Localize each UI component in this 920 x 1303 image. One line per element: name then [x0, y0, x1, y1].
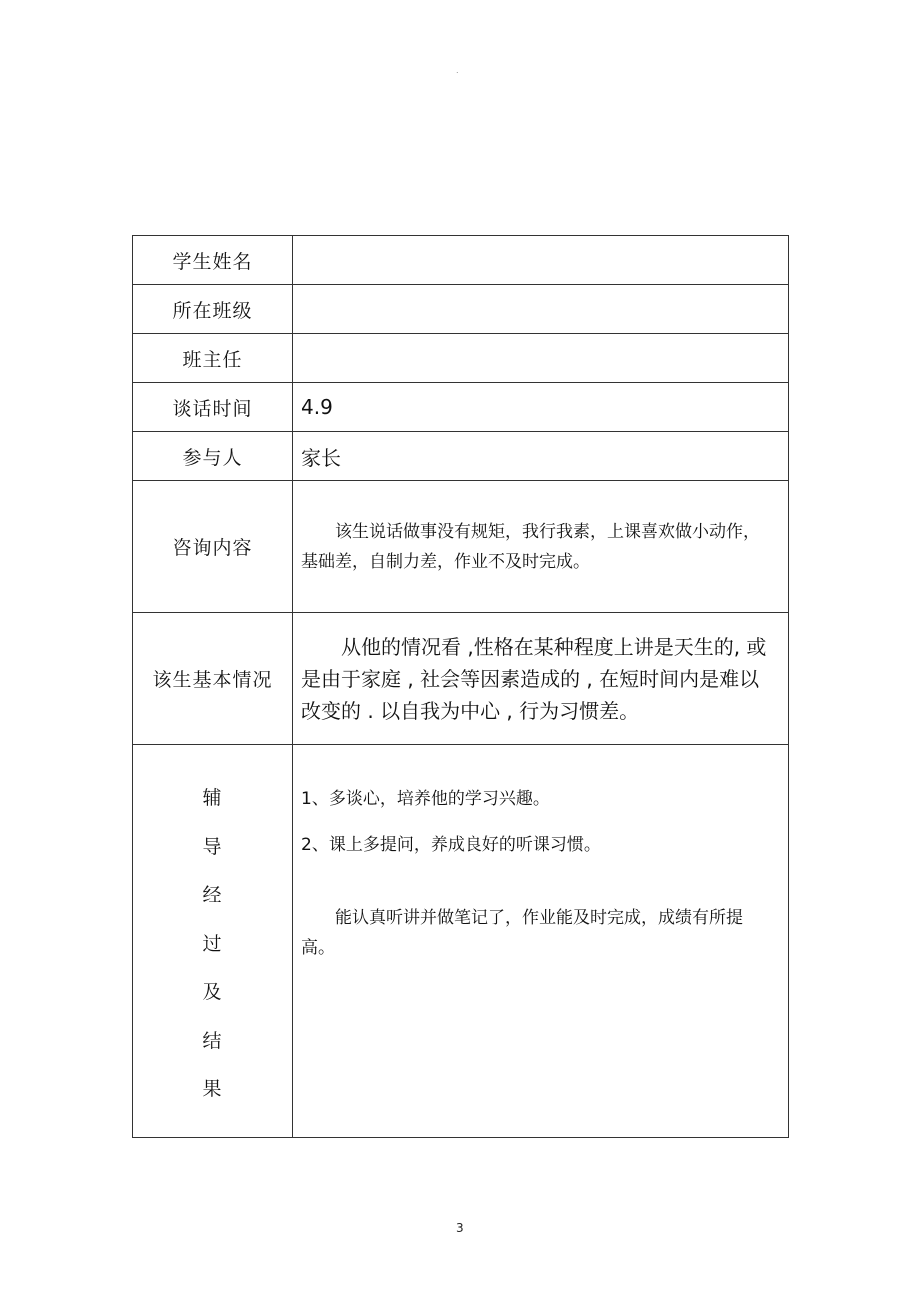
- basic-situation-cell: [293, 613, 789, 745]
- process-label-char: 经: [202, 884, 223, 906]
- participants-value: 家长: [293, 432, 789, 481]
- process-step-2: 2、课上多提问，养成良好的听课习惯。: [301, 835, 601, 855]
- page-number: 3: [456, 1221, 464, 1235]
- process-label-char: 果: [202, 1078, 223, 1100]
- head-teacher-value: [293, 334, 789, 383]
- table-row: [133, 745, 789, 1138]
- counseling-record-table: [132, 235, 789, 1138]
- process-step-1: 1、多谈心，培养他的学习兴趣。: [301, 789, 550, 809]
- process-vertical-label: [133, 745, 292, 1123]
- table-row: [133, 613, 789, 745]
- table-row: [133, 236, 789, 285]
- table-row: [133, 432, 789, 481]
- consult-content-label: 咨询内容: [133, 481, 293, 613]
- basic-situation-label: 该生基本情况: [133, 613, 293, 745]
- table-row: [133, 481, 789, 613]
- student-name-value: [293, 236, 789, 285]
- header-mark: .: [456, 66, 459, 75]
- head-teacher-label: 班主任: [133, 334, 293, 383]
- process-content: [301, 745, 788, 963]
- table-row: [133, 285, 789, 334]
- class-value: [293, 285, 789, 334]
- process-label-char: 结: [202, 1029, 223, 1052]
- process-label-char: 及: [202, 981, 223, 1003]
- student-name-label: 学生姓名: [133, 236, 293, 285]
- basic-situation-text: 从他的情况看 ,性格在某种程度上讲是天生的, 或是由于家庭 , 社会等因素造成的 , 在短时间内是难以改变的 . 以自我为中心 , 行为习惯差。: [301, 634, 767, 723]
- process-label-char: 辅: [202, 787, 223, 809]
- table-row: [133, 334, 789, 383]
- talk-time-value: 4.9: [293, 383, 789, 432]
- process-content-cell: [293, 745, 789, 1138]
- process-label-char: 过: [202, 932, 223, 955]
- talk-time-label: 谈话时间: [133, 383, 293, 432]
- table-row: [133, 383, 789, 432]
- participants-label: 参与人: [133, 432, 293, 481]
- process-label-char: 导: [202, 835, 223, 858]
- process-result: 能认真听讲并做笔记了，作业能及时完成，成绩有所提高。: [301, 908, 743, 958]
- class-label: 所在班级: [133, 285, 293, 334]
- consult-content-text: 该生说话做事没有规矩，我行我素，上课喜欢做小动作，基础差，自制力差，作业不及时完成。: [301, 521, 760, 572]
- consult-content-cell: [293, 481, 789, 613]
- process-label-cell: [133, 745, 293, 1138]
